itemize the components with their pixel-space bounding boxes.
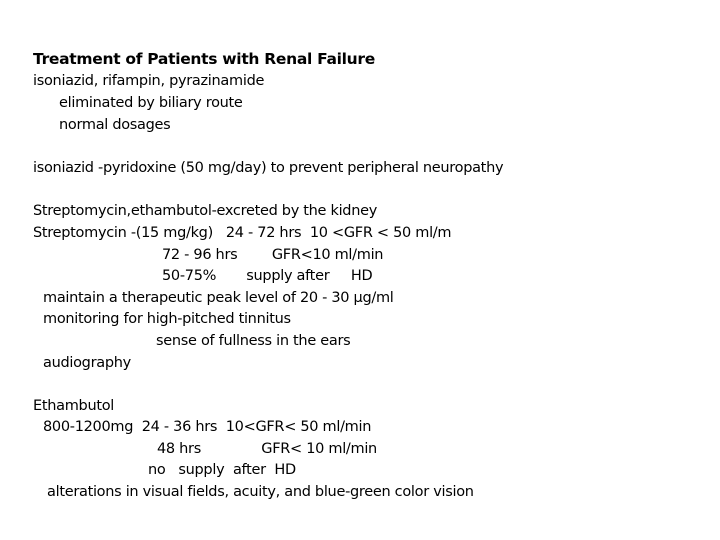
- text-line: maintain a therapeutic peak level of 20 - 30 µg/ml: [43, 290, 394, 306]
- text-line: isoniazid, rifampin, pyrazinamide: [33, 73, 265, 89]
- text-line: eliminated by biliary route: [59, 95, 243, 111]
- text-line: 800-1200mg 24 - 36 hrs 10<GFR< 50 ml/min: [43, 419, 372, 435]
- text-line: audiography: [43, 355, 131, 371]
- text-line: 50-75% supply after HD: [162, 268, 373, 284]
- text-line: 72 - 96 hrs GFR<10 ml/min: [162, 247, 384, 263]
- text-line: Ethambutol: [33, 398, 115, 414]
- text-line: isoniazid -pyridoxine (50 mg/day) to prevent peripheral neuropathy: [33, 160, 504, 176]
- text-line: Streptomycin,ethambutol-excreted by the kidney: [33, 203, 378, 219]
- text-line: 48 hrs GFR< 10 ml/min: [157, 441, 377, 457]
- text-line: no supply after HD: [148, 462, 296, 478]
- text-line: monitoring for high-pitched tinnitus: [43, 311, 291, 327]
- slide-title: Treatment of Patients with Renal Failure: [33, 50, 375, 68]
- text-line: normal dosages: [59, 117, 171, 133]
- text-line: Streptomycin -(15 mg/kg) 24 - 72 hrs 10 <GFR < 50 ml/m: [33, 225, 452, 241]
- text-line: sense of fullness in the ears: [156, 333, 351, 349]
- text-line: alterations in visual fields, acuity, and blue-green color vision: [47, 484, 474, 500]
